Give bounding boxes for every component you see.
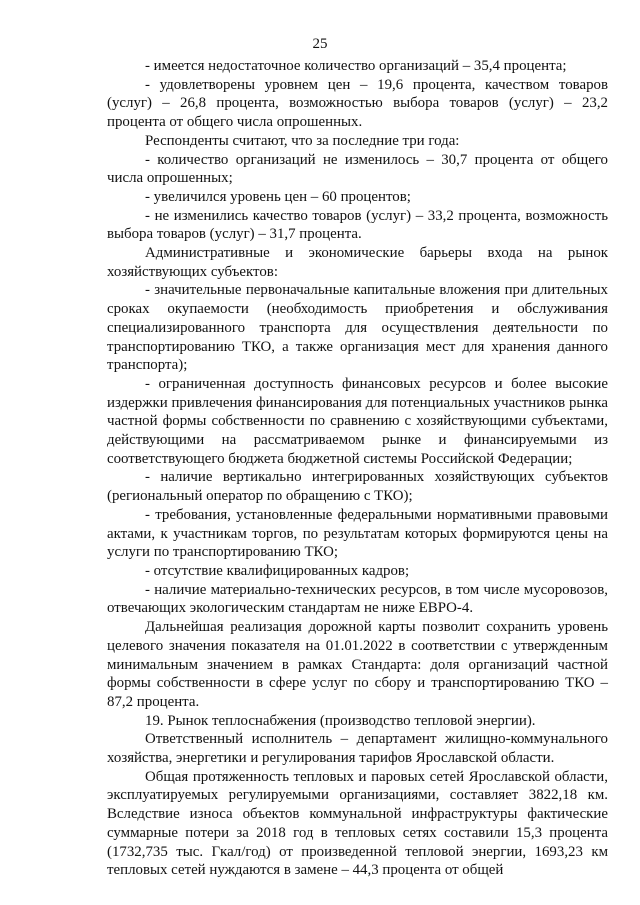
paragraph-insufficient-organizations: - имеется недостаточное количество организаций – 35,4 процента; — [145, 58, 567, 74]
paragraph-barriers-intro: Административные и экономические барьеры входа на рынок хозяйствующих субъектов: — [107, 245, 608, 280]
paragraph-heat-network-length: Общая протяженность тепловых и паровых сетей Ярославской области, эксплуатируемых регулируемыми организациями, составляет 3822,18 км. Вследствие износа объектов коммунальной инфраструктуры фактические суммарные потери за 2018 год в тепловых сетях составили 15,3 процента (1732,735 тыс. Гкал/год) от произведенной тепловой энергии, 1693,23 км тепловых сетей нуждаются в замене – 44,3 процента от общей — [107, 768, 608, 879]
paragraph-satisfaction-levels: - удовлетворены уровнем цен – 19,6 процента, качеством товаров (услуг) – 26,8 процента, возможностью выбора товаров (услуг) – 23,2 процента от общего числа опрошенных. — [107, 76, 608, 131]
document-body — [107, 57, 608, 880]
page-number: 25 — [312, 36, 328, 52]
paragraph-roadmap-target: Дальнейшая реализация дорожной карты позволит сохранить уровень целевого значения показателя на 01.01.2022 в соответствии с утвержденным минимальным значением в рамках Стандарта: доля организаций частной формы собственности в сфере услуг по сбору и транспортированию ТКО – 87,2 процента. — [107, 619, 608, 710]
paragraph-vertical-integration: - наличие вертикально интегрированных хозяйствующих субъектов (региональный оператор по обращению с ТКО); — [107, 469, 608, 505]
paragraph-equipment: - наличие материально-технических ресурсов, в том числе мусоровозов, отвечающих экологическим стандартам не ниже ЕВРО-4. — [107, 581, 608, 617]
paragraph-quality-unchanged: - не изменились качество товаров (услуг) – 33,2 процента, возможность выбора товаров (услуг) – 31,7 процента. — [107, 207, 608, 243]
paragraph-capital-investment: - значительные первоначальные капитальные вложения при длительных сроках окупаемости (необходимость приобретения и обслуживания специализированного транспорта для осуществления деятельности по транспортированию ТКО, а также организация мест для хранения данного транспорта); — [107, 282, 608, 374]
paragraph-respondents-intro: Респонденты считают, что за последние три года: — [145, 132, 460, 149]
paragraph-financial-access: - ограниченная доступность финансовых ресурсов и более высокие издержки привлечения финансирования для потенциальных участников рынка частной формы собственности по сравнению с хозяйствующими субъектами, действующими на рассматриваемом рынке и финансируемыми из соответствующего бюджета бюджетной системы Российской Федерации; — [107, 375, 608, 467]
paragraph-responsible-executor: Ответственный исполнитель – департамент жилищно-коммунального хозяйства, энергетики и регулирования тарифов Ярославской области. — [107, 731, 608, 767]
paragraph-tender-requirements: - требования, установленные федеральными нормативными правовыми актами, к участникам торгов, по результатам которых формируются цены на услуги по транспортированию ТКО; — [107, 506, 608, 561]
paragraph-organizations-unchanged: - количество организаций не изменилось – 30,7 процента от общего числа опрошенных; — [107, 151, 608, 187]
paragraph-staff-shortage: - отсутствие квалифицированных кадров; — [145, 562, 410, 579]
section-heading-heat-supply: 19. Рынок теплоснабжения (производство тепловой энергии). — [145, 712, 536, 729]
paragraph-price-increase: - увеличился уровень цен – 60 процентов; — [145, 188, 411, 205]
